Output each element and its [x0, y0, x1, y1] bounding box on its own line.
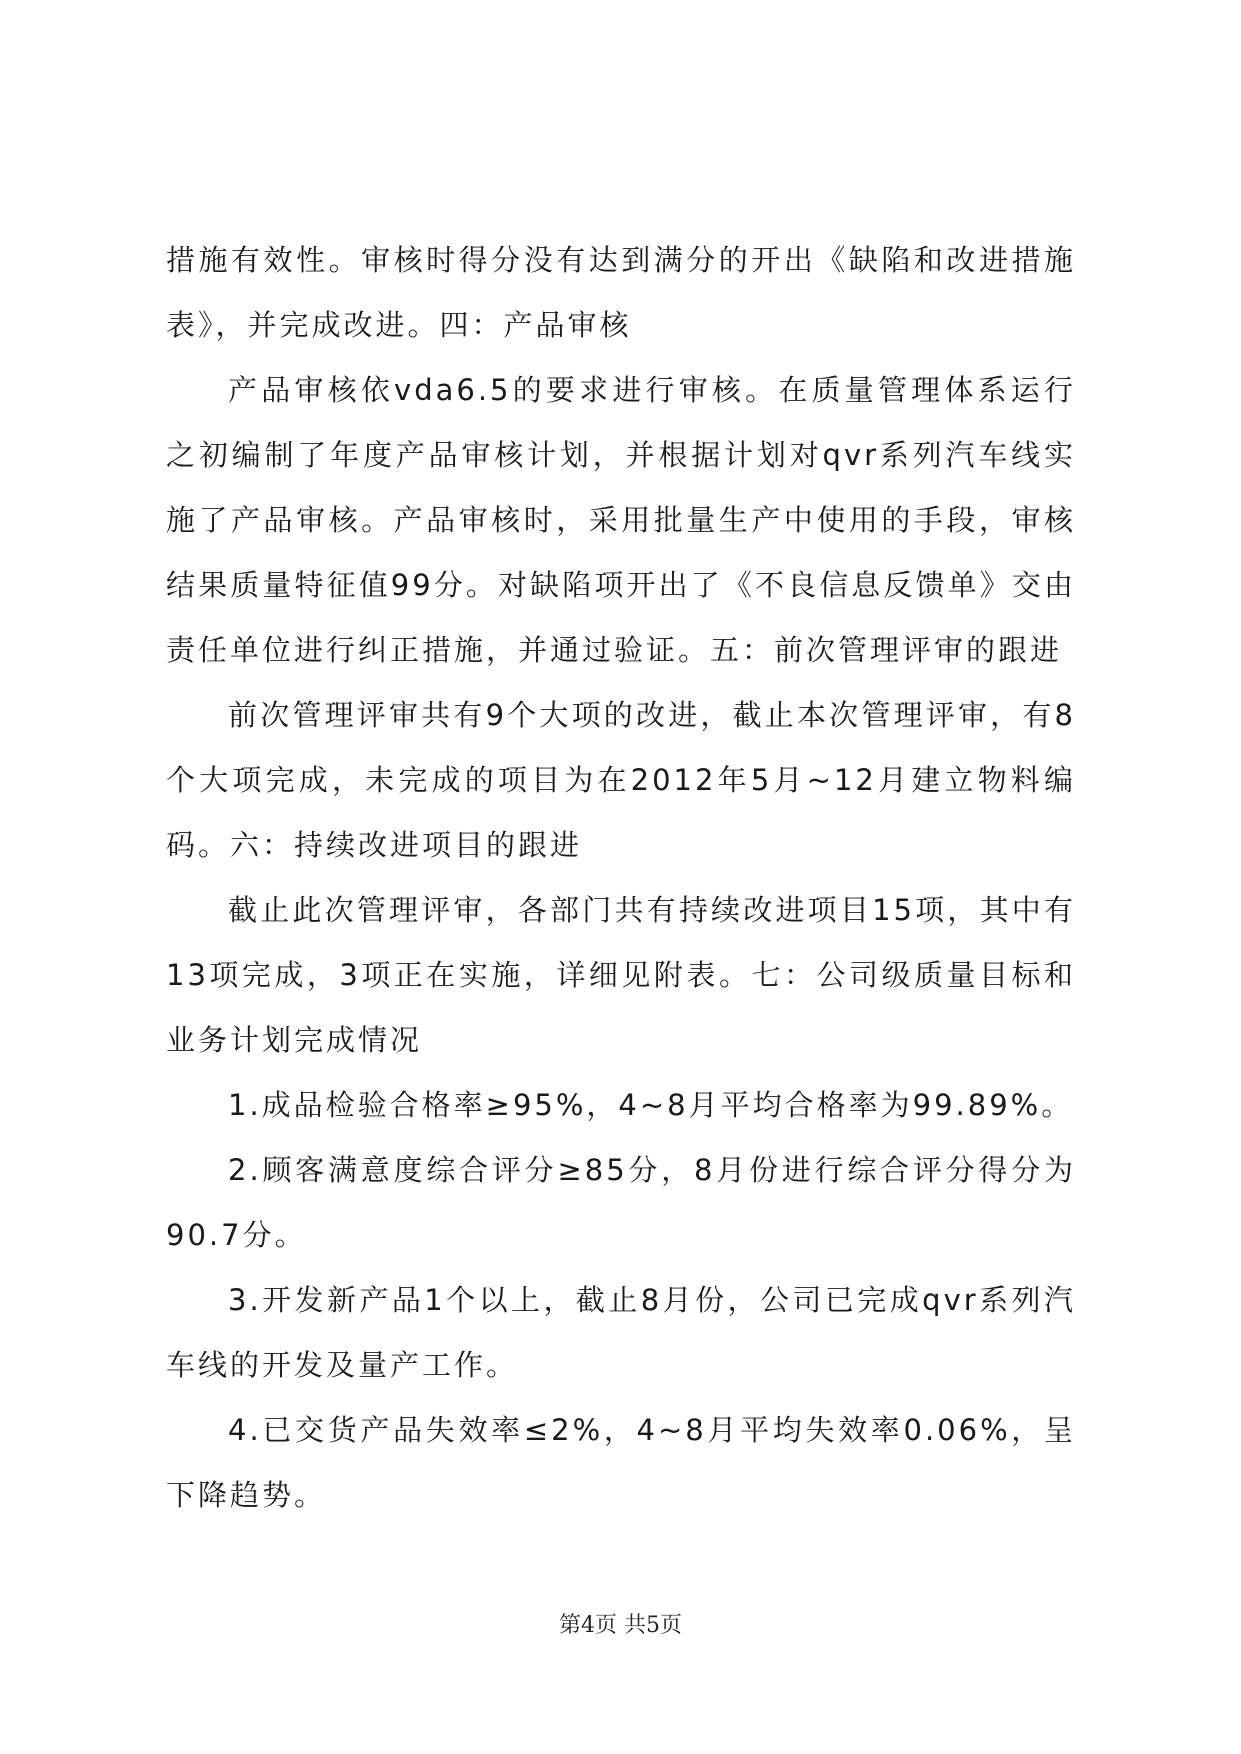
- list-item-customer-satisfaction: 2.顾客满意度综合评分≥85分，8月份进行综合评分得分为90.7分。: [166, 1153, 1076, 1252]
- paragraph-previous-review: 前次管理评审共有9个大项的改进，截止本次管理评审，有8个大项完成，未完成的项目为在2012年5月~12月建立物料编码。六：持续改进项目的跟进: [166, 698, 1076, 862]
- paragraph-continuation: 措施有效性。审核时得分没有达到满分的开出《缺陷和改进措施表》，并完成改进。四：产品审核: [166, 243, 1076, 342]
- paragraph-product-audit: 产品审核依vda6.5的要求进行审核。在质量管理体系运行之初编制了年度产品审核计划，并根据计划对qvr系列汽车线实施了产品审核。产品审核时，采用批量生产中使用的手段，审核结果质量特征值99分。对缺陷项开出了《不良信息反馈单》交由责任单位进行纠正措施，并通过验证。五：前次管理评审的跟进: [166, 373, 1076, 667]
- document-body: [166, 228, 1076, 1528]
- list-item-failure-rate: 4.已交货产品失效率≤2%，4~8月平均失效率0.06%，呈下降趋势。: [166, 1413, 1076, 1512]
- list-item-pass-rate: 1.成品检验合格率≥95%，4~8月平均合格率为99.89%。: [228, 1088, 1074, 1122]
- page-number-footer: 第4页 共5页: [559, 1613, 682, 1638]
- list-item-new-product: 3.开发新产品1个以上，截止8月份，公司已完成qvr系列汽车线的开发及量产工作。: [166, 1283, 1076, 1382]
- paragraph-continuous-improvement: 截止此次管理评审，各部门共有持续改进项目15项，其中有13项完成，3项正在实施，详细见附表。七：公司级质量目标和业务计划完成情况: [166, 893, 1076, 1057]
